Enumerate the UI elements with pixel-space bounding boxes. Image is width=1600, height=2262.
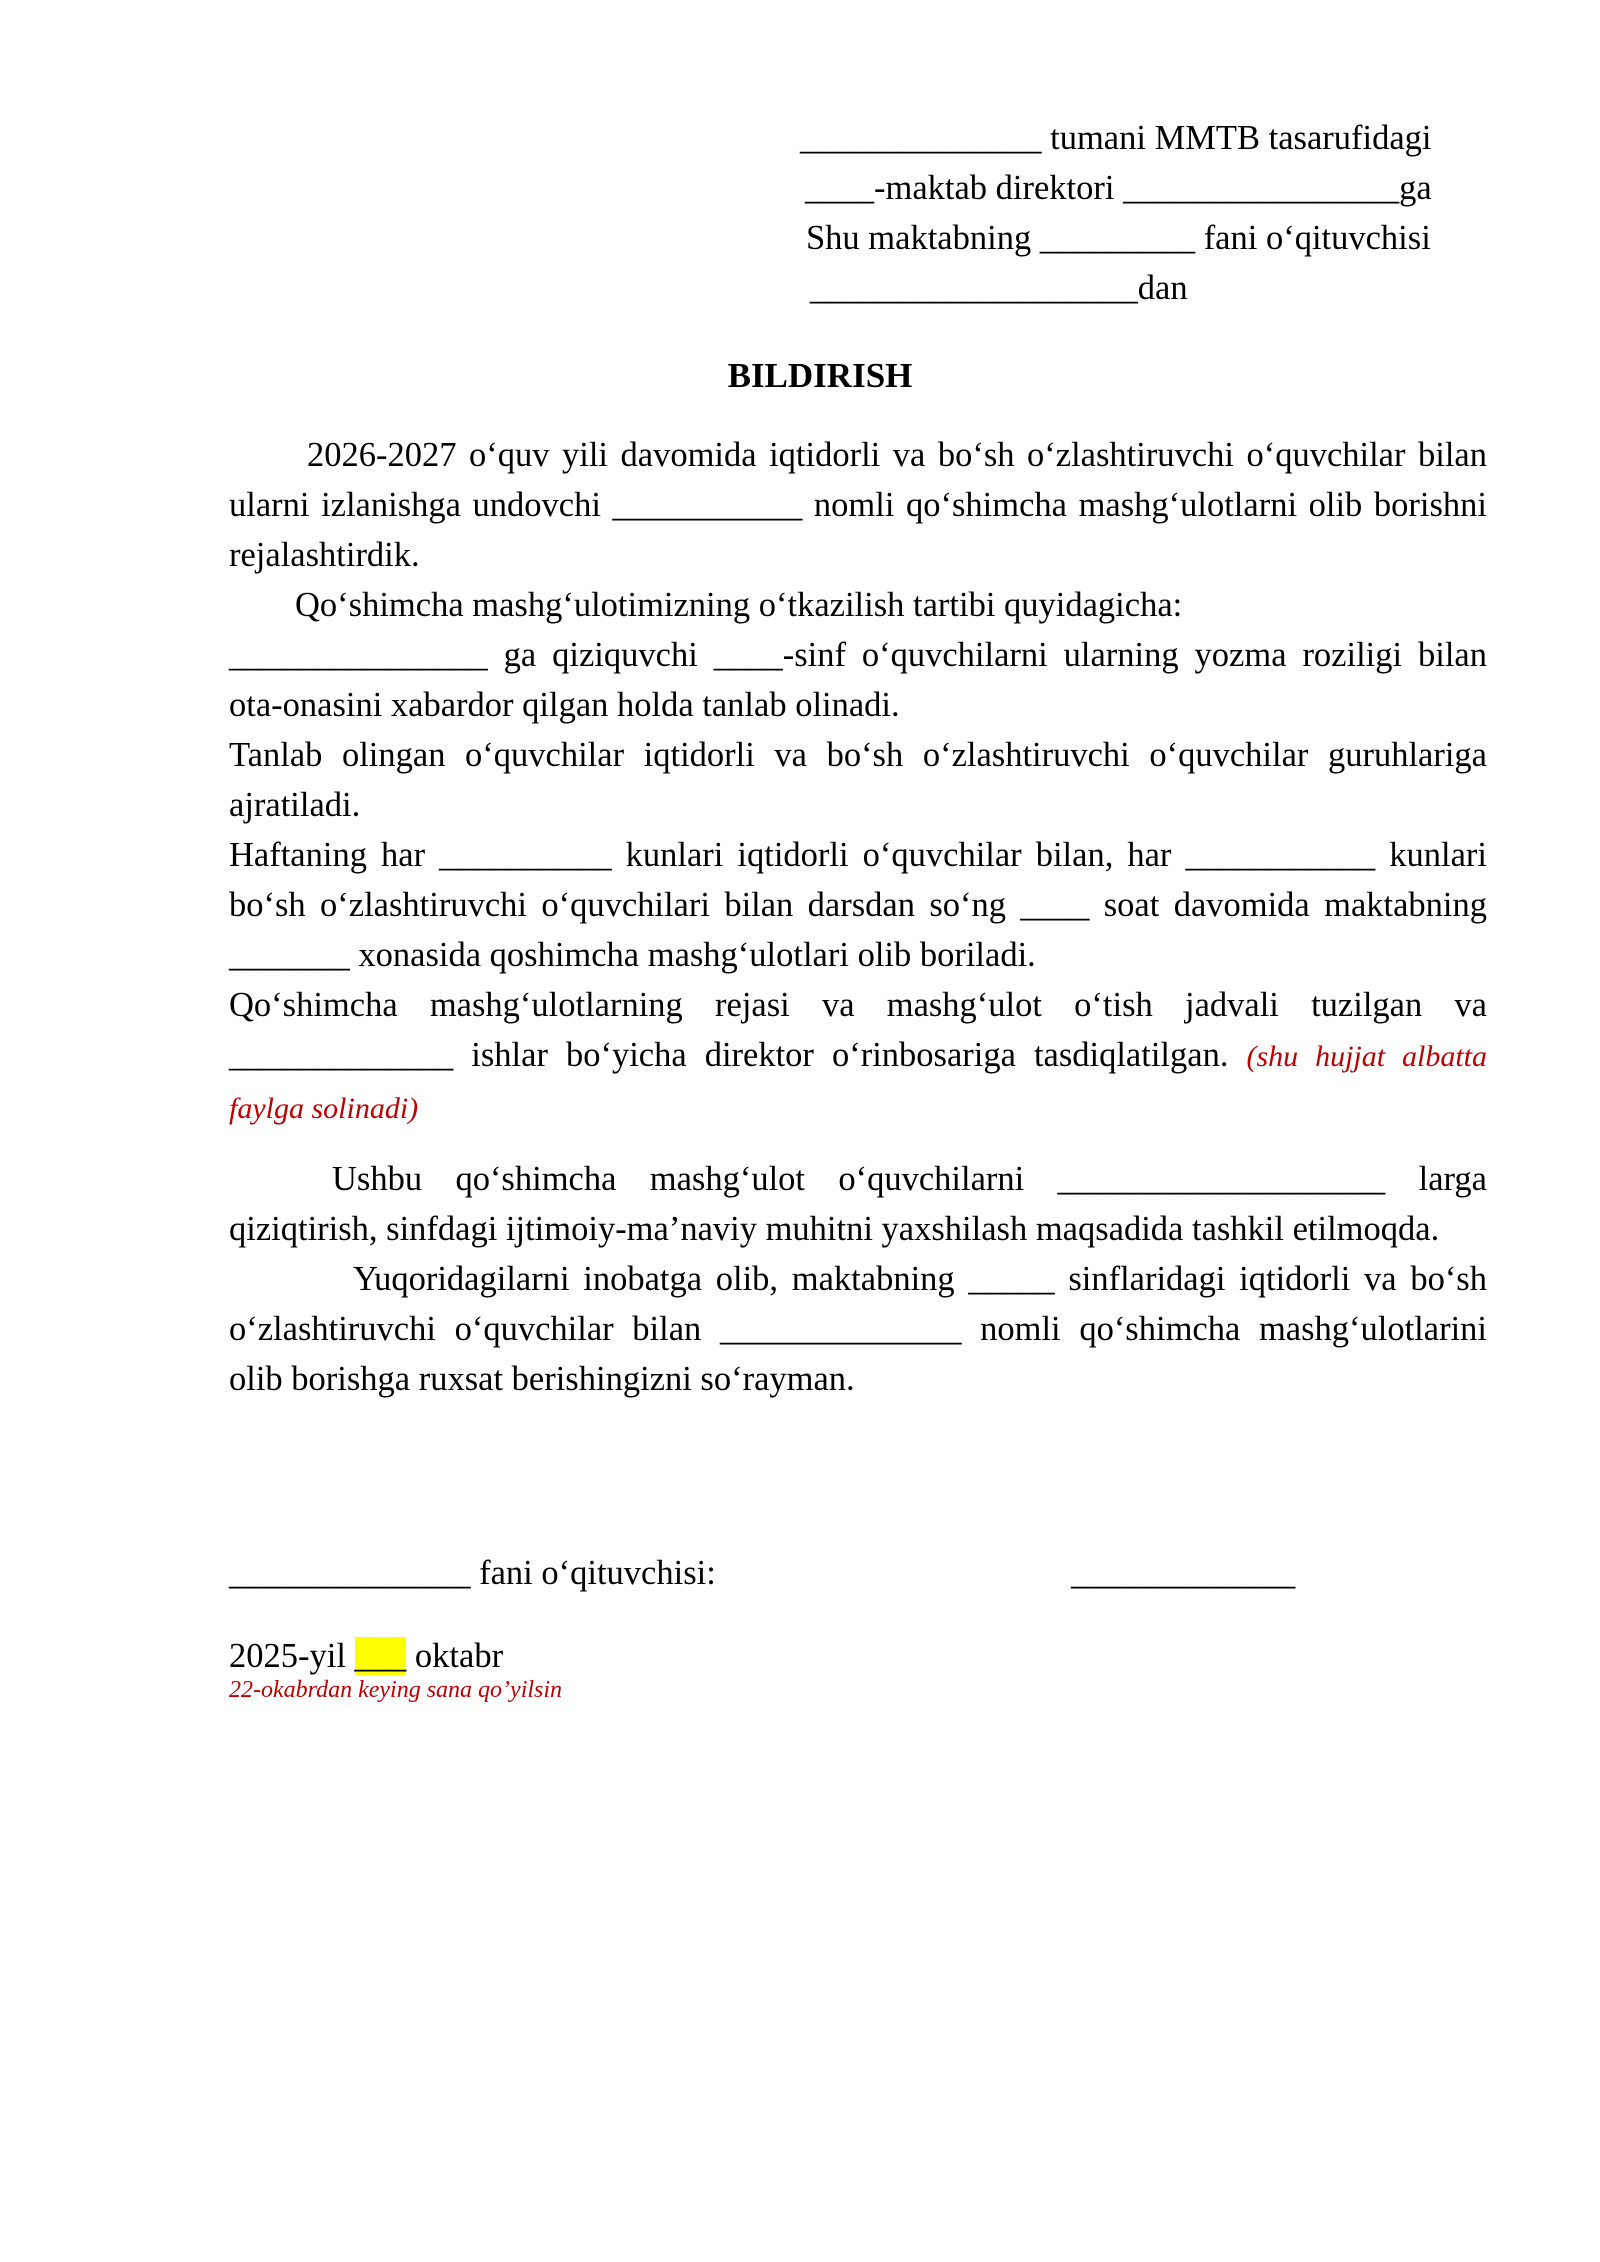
- signature-label: ______________ fani o‘qituvchisi:: [229, 1554, 716, 1592]
- date-line: [229, 1631, 503, 1681]
- recipient-line-district: ______________ tumani MMTB tasarufidagi: [800, 119, 1432, 157]
- date-month: oktabr: [414, 1637, 504, 1675]
- paragraph-plan: 2026-2027 o‘quv yili davomida iqtidorli va bo‘sh o‘zlashtiruvchi o‘quvchilar bilan ularni izlanishga undovchi ___________ nomli qo‘shimcha mashg‘ulotlarni olib borishni rejalashtirdik.: [229, 436, 1487, 574]
- document-body: [229, 430, 1487, 1404]
- recipient-line-director: ____-maktab direktori ________________ga: [805, 169, 1432, 207]
- signature-blank: _____________: [1071, 1554, 1296, 1592]
- document-title: BILDIRISH: [727, 356, 913, 395]
- paragraph-approval-text: Qo‘shimcha mashg‘ulotlarning rejasi va mashg‘ulot o‘tish jadvali tuzilgan va _____________ ishlar bo‘yicha direktor o‘rinbosariga tasdiqlatilgan.: [229, 986, 1487, 1074]
- paragraph-schedule: Haftaning har __________ kunlari iqtidorli o‘quvchilar bilan, har ___________ kunlari bo‘sh o‘zlashtiruvchi o‘quvchilari bilan darsdan so‘ng ____ soat davomida maktabning _______ xonasida qoshimcha mashg‘ulotlari olib boriladi.: [229, 836, 1487, 974]
- recipient-line-from: ___________________dan: [810, 269, 1188, 307]
- date-day-blank: ___: [354, 1637, 407, 1675]
- recipient-line-teacher: Shu maktabning _________ fani o‘qituvchisi: [806, 219, 1431, 257]
- paragraph-approval: [229, 980, 1487, 1134]
- paragraph-gap: [229, 1134, 1487, 1154]
- signature-line: [229, 1548, 1487, 1598]
- filing-note: (shu hujjat albatta faylga solinadi): [229, 1040, 1488, 1125]
- paragraph-request: Yuqoridagilarni inobatga olib, maktabning _____ sinflaridagi iqtidorli va bo‘sh o‘zlashtiruvchi o‘quvchilar bilan ______________ nomli qo‘shimcha mashg‘ulotlarini olib borishga ruxsat berishingizni so‘rayman.: [229, 1260, 1487, 1398]
- date-note: 22-okabrdan keying sana qo’yilsin: [229, 1677, 563, 1703]
- paragraph-order-heading: Qo‘shimcha mashg‘ulotimizning o‘tkazilish tartibi quyidagicha:: [295, 586, 1183, 624]
- paragraph-selection: _______________ ga qiziquvchi ____-sinf o‘quvchilarni ularning yozma roziligi bilan ota-onasini xabardor qilgan holda tanlab olinadi.: [229, 636, 1487, 724]
- paragraph-groups: Tanlab olingan o‘quvchilar iqtidorli va bo‘sh o‘zlashtiruvchi o‘quvchilar guruhlariga ajratiladi.: [229, 736, 1487, 824]
- paragraph-purpose: Ushbu qo‘shimcha mashg‘ulot o‘quvchilarni ___________________ larga qiziqtirish, sinfdagi ijtimoiy-ma’naviy muhitni yaxshilash maqsadida tashkil etilmoqda.: [229, 1160, 1487, 1248]
- date-year: 2025-yil: [229, 1637, 346, 1675]
